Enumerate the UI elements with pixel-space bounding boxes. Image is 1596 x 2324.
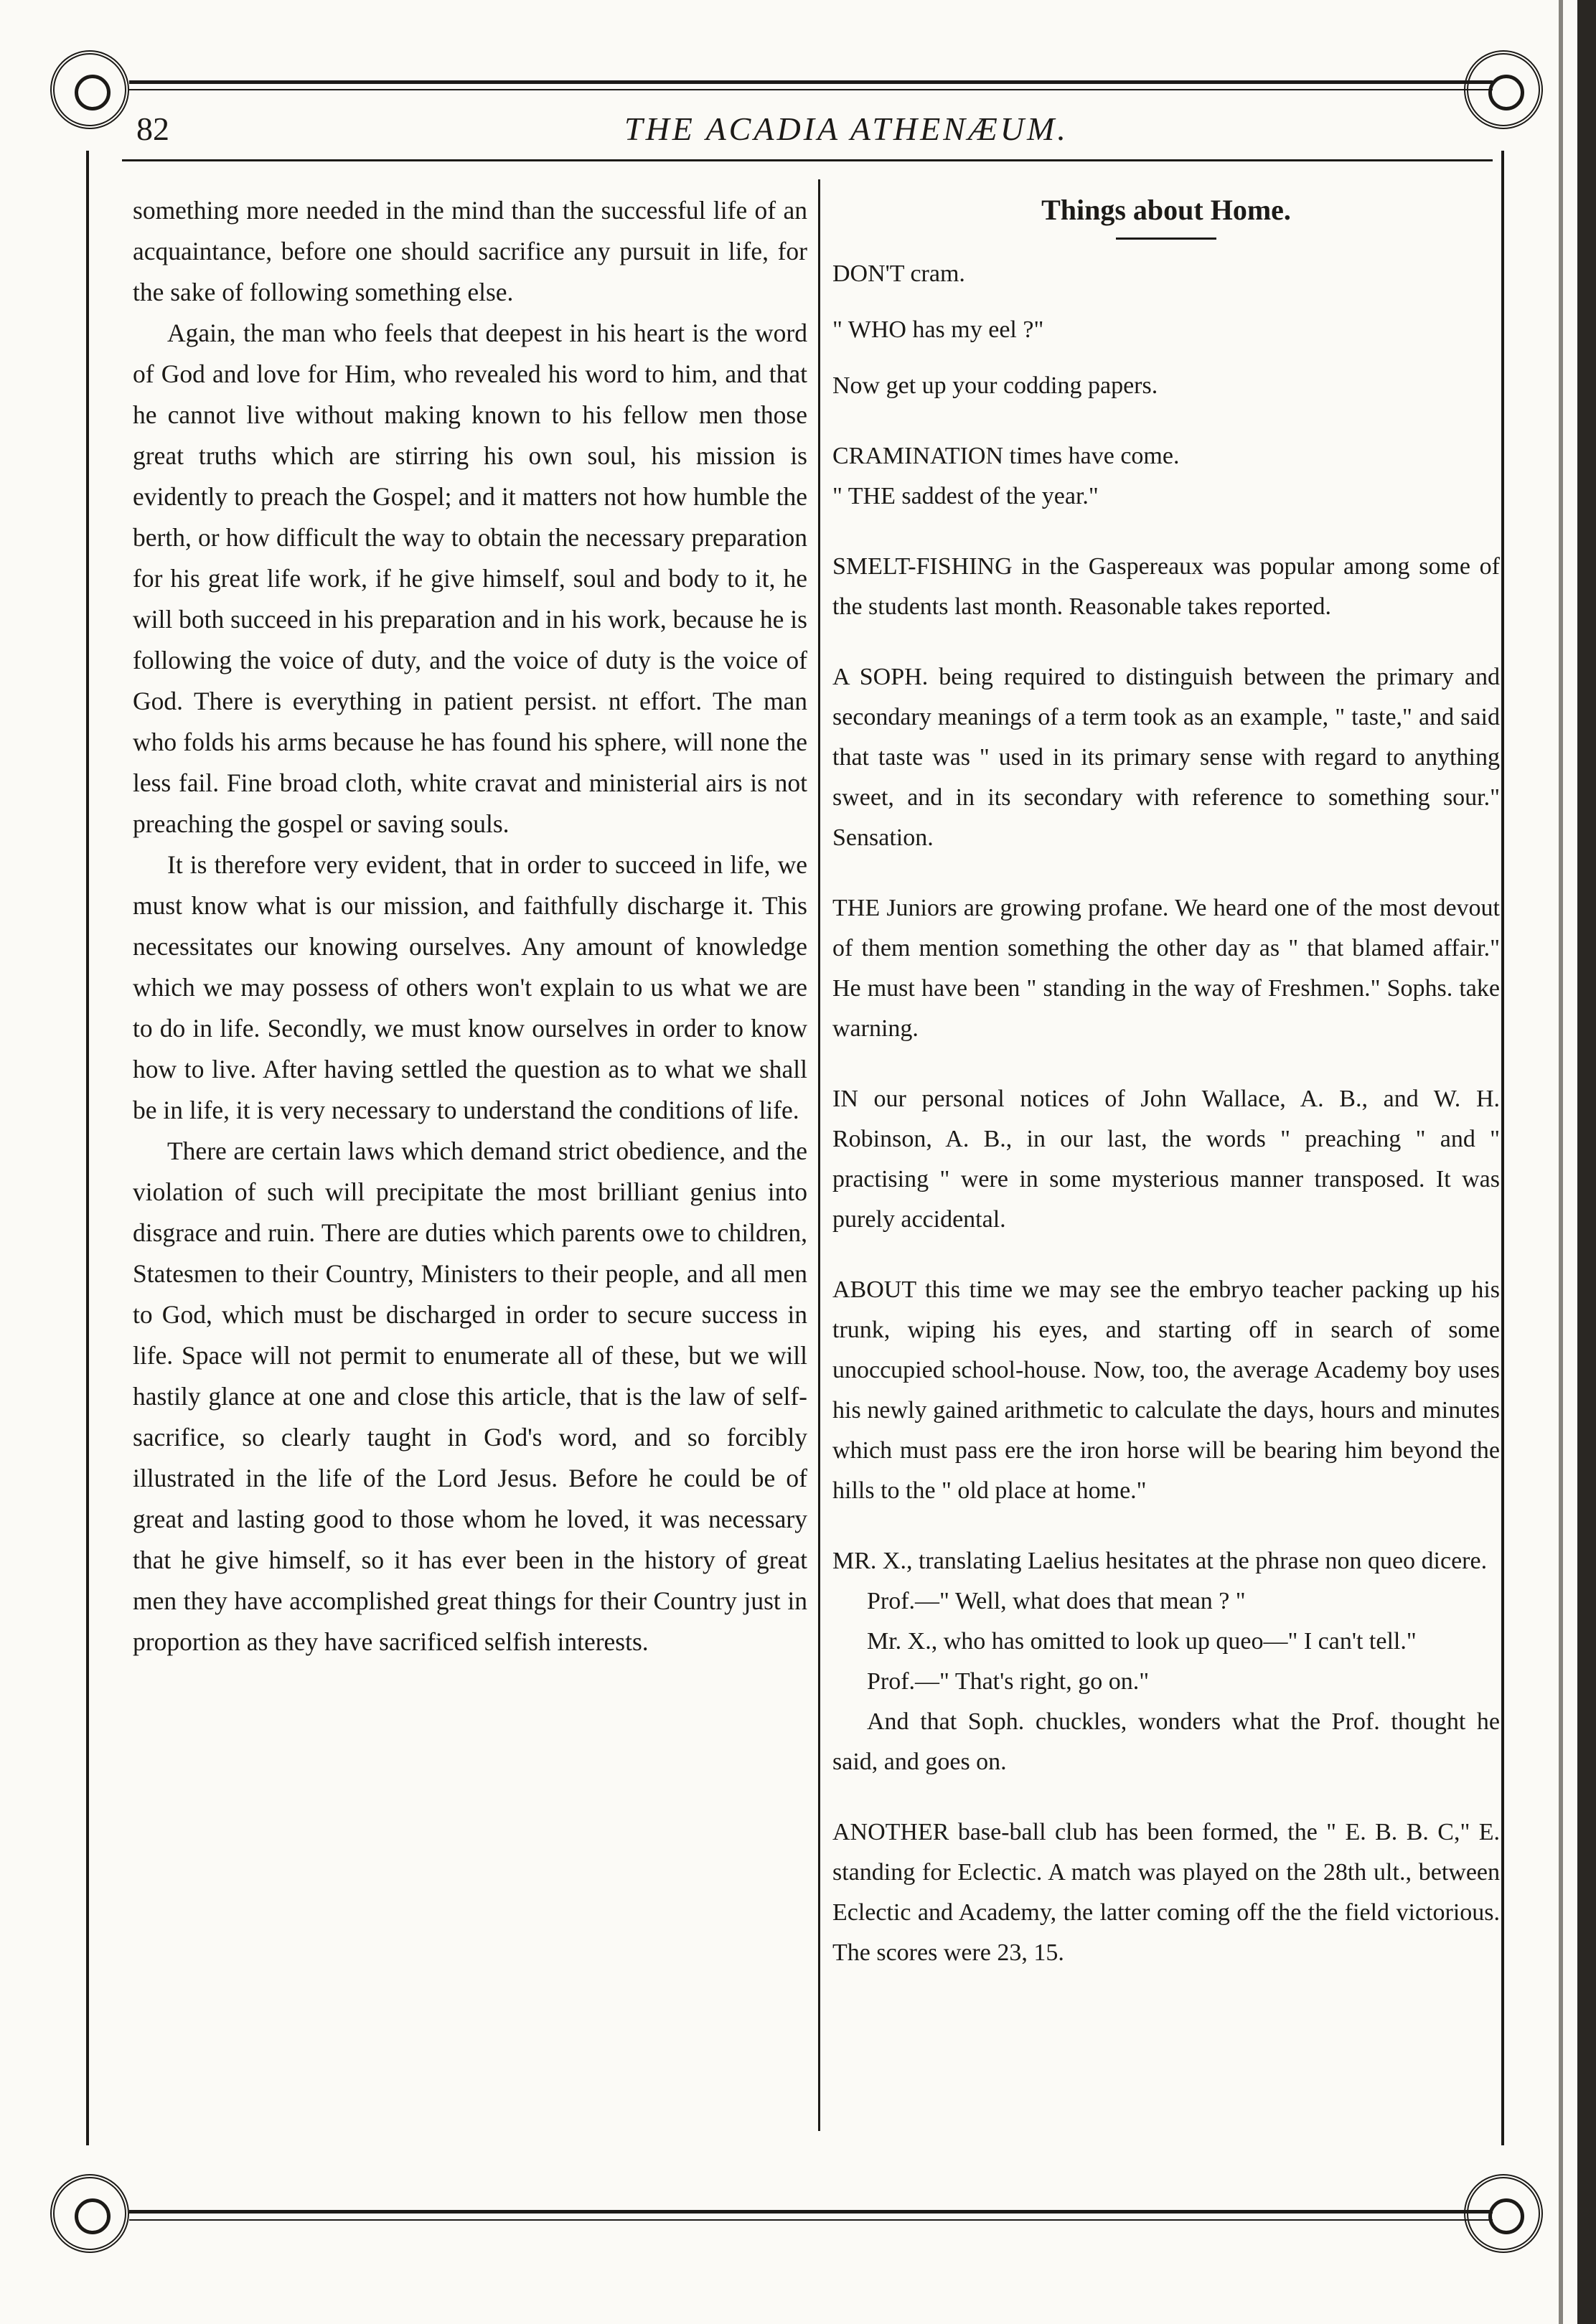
item-dont-cram: DON'T cram.: [832, 260, 965, 287]
paragraph-1: something more needed in the mind than the successful life of an acquaintance, before one should sacrifice any pursuit in life, for the sake of following something else.: [133, 196, 807, 306]
top-border-rule-thin: [129, 89, 1493, 90]
header-underline: [122, 159, 1493, 161]
item-cramination: CRAMINATION times have come.: [832, 443, 1180, 469]
item-soph-chuckles: And that Soph. chuckles, wonders what the Prof. thought he said, and goes on.: [832, 1708, 1500, 1775]
item-saddest-of-year: " THE saddest of the year.": [832, 483, 1099, 509]
paragraph-4: There are certain laws which demand strict obedience, and the violation of such will precipitate the most brilliant genius into disgrace and ruin. There are duties which parents owe to children, Statesmen to their Country, Ministers to their people, and all men to God, which must be discharged in order to secure success in life. Space will not permit to enumerate all of these, but we will hastily glance at one and close this article, that is the law of self-sacrifice, so clearly taught in God's word, and so forcibly illustrated in the life of the Lord Jesus. Before he could be of great and lasting good to those whom he loved, it was necessary that he give himself, so it has ever been in the history of great men they have accomplished great things for their Country just in proportion as they have sacrificed selfish interests.: [133, 1137, 807, 1656]
corner-ornament-bottom-right: [1464, 2174, 1543, 2253]
item-embryo-teacher: ABOUT this time we may see the embryo teacher packing up his trunk, wiping his eyes, and starting off in search of some unoccupied school-house. Now, too, the average Academy boy uses his newly gained arithmetic to calculate the days, hours and minutes which must pass ere the iron horse will be bearing him beyond the hills to the " old place at home.": [832, 1276, 1500, 1504]
item-prof-reply: Prof.—" That's right, go on.": [867, 1668, 1150, 1695]
right-border-rule: [1501, 151, 1504, 2145]
left-border-rule: [86, 151, 89, 2145]
heading-rule: [1116, 237, 1216, 240]
item-mr-x-translating: MR. X., translating Laelius hesitates at the phrase non queo dicere.: [832, 1548, 1488, 1574]
corner-ornament-bottom-left: [50, 2174, 129, 2253]
item-prof-question: Prof.—" Well, what does that mean ? ": [867, 1588, 1246, 1614]
item-codding-papers: Now get up your codding papers.: [832, 372, 1158, 399]
item-base-ball-club: ANOTHER base-ball club has been formed, the " E. B. B. C," E. standing for Eclectic. A match was played on the 28th ult., between Eclectic and Academy, the latter coming off the the field victorious. The scores were 23, 15.: [832, 1819, 1500, 1966]
binding-shadow: [1559, 0, 1563, 2324]
bottom-border-rule: [129, 2210, 1493, 2214]
item-who-has-my-eel: " WHO has my eel ?": [832, 316, 1044, 343]
running-title: THE ACADIA ATHENÆUM.: [624, 110, 1069, 147]
column-divider: [818, 179, 820, 2131]
item-juniors-profane: THE Juniors are growing profane. We heard one of the most devout of them mention something the other day as " that blamed affair." He must have been " standing in the way of Freshmen." Sophs. take warning.: [832, 895, 1500, 1042]
item-smelt-fishing: SMELT-FISHING in the Gaspereaux was popular among some of the students last month. Reasonable takes reported.: [832, 553, 1500, 620]
left-column: [133, 190, 807, 1662]
paragraph-2: Again, the man who feels that deepest in his heart is the word of God and love for Him, who revealed his word to him, and that he cannot live without making known to his fellow men those great truths which are stirring his own soul, his mission is evidently to preach the Gospel; and it matters not how humble the berth, or how difficult the way to obtain the necessary preparation for his great life work, if he give himself, soul and body to it, he will both succeed in his preparation and in his work, because he is following the voice of duty, and the voice of duty is the voice of God. There is everything in patient persist. nt effort. The man who folds his arms because he has found his sphere, will none the less fail. Fine broad cloth, white cravat and ministerial airs is not preaching the gospel or saving souls.: [133, 319, 807, 838]
right-column: [832, 190, 1500, 1973]
section-heading: Things about Home.: [1041, 194, 1291, 226]
top-border-rule: [129, 80, 1493, 84]
item-personal-notices: IN our personal notices of John Wallace, A. B., and W. H. Robinson, A. B., in our last, the words " preaching " and " practising " were in some mysterious manner transposed. It was purely accidental.: [832, 1086, 1500, 1233]
item-soph-taste: A SOPH. being required to distinguish between the primary and secondary meanings of a term took as an example, " taste," and said that taste was " used in its primary sense with regard to anything sweet, and in its secondary with reference to something sour." Sensation.: [832, 664, 1500, 851]
bottom-border-rule-thin: [129, 2219, 1493, 2221]
page-number: 82: [136, 110, 169, 147]
paragraph-3: It is therefore very evident, that in order to succeed in life, we must know what is our mission, and faithfully discharge it. This necessitates our knowing ourselves. Any amount of knowledge which we may possess of others won't explain to us what we are to do in life. Secondly, we must know ourselves in order to know how to live. After having settled the question as to what we shall be in life, it is very necessary to understand the conditions of life.: [133, 850, 807, 1124]
corner-ornament-top-left: [50, 50, 129, 129]
item-mr-x-reply: Mr. X., who has omitted to look up queo—" I can't tell.": [867, 1628, 1417, 1655]
binding-edge: [1577, 0, 1596, 2324]
page-header: [122, 100, 1485, 158]
